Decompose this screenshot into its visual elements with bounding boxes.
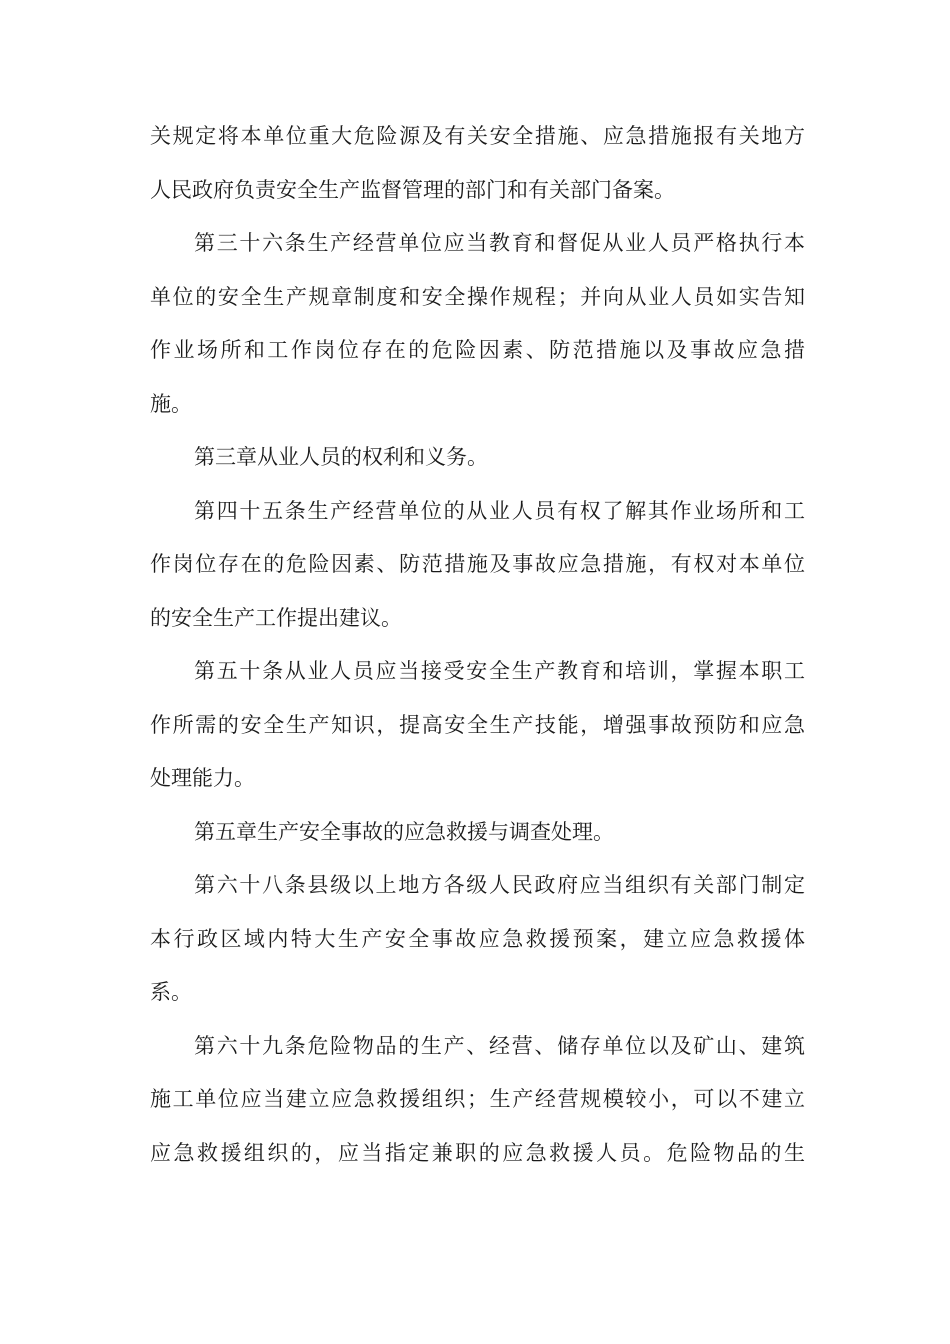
paragraph-6: [150, 806, 805, 860]
text-line: 本行政区域内特大生产安全事故应急救援预案，建立应急救援体: [150, 926, 805, 951]
text-line: 人民政府负责安全生产监督管理的部门和有关部门备案。: [150, 177, 675, 202]
text-line: 施。: [150, 391, 192, 416]
text-line: 作岗位存在的危险因素、防范措施及事故应急措施，有权对本单位: [150, 552, 805, 576]
text-line: 第五十条从业人员应当接受安全生产教育和培训，掌握本职工: [194, 659, 805, 683]
chapter-heading: 第五章生产安全事故的应急救援与调查处理。: [194, 819, 614, 844]
text-line: 第六十八条县级以上地方各级人民政府应当组织有关部门制定: [194, 873, 805, 897]
text-line: 的安全生产工作提出建议。: [150, 605, 402, 630]
text-line: 第六十九条危险物品的生产、经营、储存单位以及矿山、建筑: [194, 1033, 805, 1058]
text-line: 处理能力。: [150, 766, 255, 790]
text-line: 单位的安全生产规章制度和安全操作规程；并向从业人员如实告知: [150, 284, 805, 309]
paragraph-7: [150, 859, 805, 1020]
paragraph-5: [150, 645, 805, 806]
text-line: 系。: [150, 980, 192, 1004]
document-body: [150, 110, 805, 1180]
paragraph-8: [150, 1020, 805, 1181]
paragraph-4: [150, 485, 805, 646]
text-line: 关规定将本单位重大危险源及有关安全措施、应急措施报有关地方: [150, 124, 805, 148]
text-line: 作所需的安全生产知识，提高安全生产技能，增强事故预防和应急: [150, 712, 805, 737]
text-line: 应急救援组织的，应当指定兼职的应急救援人员。危险物品的生: [150, 1140, 805, 1165]
chapter-heading: 第三章从业人员的权利和义务。: [194, 445, 488, 469]
text-line: 施工单位应当建立应急救援组织；生产经营规模较小，可以不建立: [150, 1087, 805, 1111]
text-line: 作业场所和工作岗位存在的危险因素、防范措施以及事故应急措: [150, 338, 805, 362]
text-line: 第四十五条生产经营单位的从业人员有权了解其作业场所和工: [194, 498, 805, 523]
paragraph-2: [150, 217, 805, 431]
text-line: 第三十六条生产经营单位应当教育和督促从业人员严格执行本: [194, 231, 805, 255]
paragraph-3: [150, 431, 805, 485]
paragraph-1: [150, 110, 805, 217]
